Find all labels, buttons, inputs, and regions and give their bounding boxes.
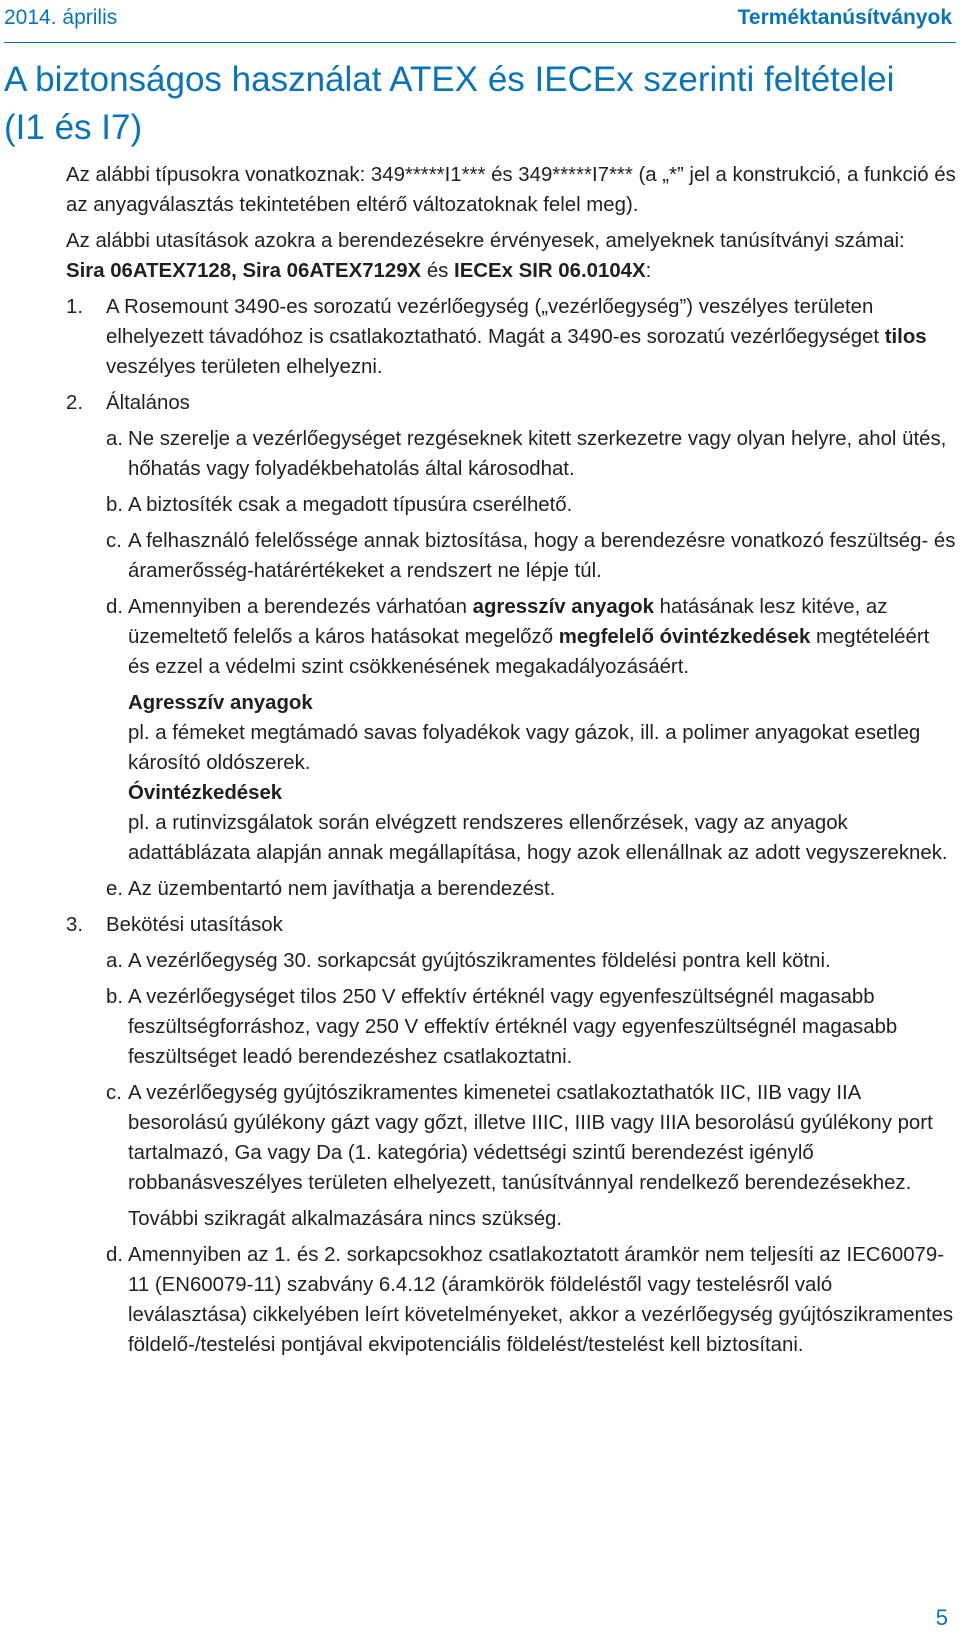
item-number: 1. [66,296,84,318]
item-number: 3. [66,914,84,936]
certificate-joiner: és [421,260,455,282]
list-item-2 [66,388,956,418]
sub-label: e. [106,878,124,900]
sub-bold: megfelelő óvintézkedések [558,626,811,648]
aggressive-substances-title: Agresszív anyagok [128,692,313,714]
sub-text: A vezérlőegység 30. sorkapcsát gyújtószikramentes földelési pontra kell kötni. [128,950,831,972]
header-section: Terméktanúsítványok [737,6,952,29]
sub-label: c. [106,1082,122,1104]
item3-title: Bekötési utasítások [106,914,283,936]
sub-label: c. [106,530,122,552]
sub-label: d. [106,596,124,618]
list-item-3 [66,910,956,940]
item-number: 2. [66,392,84,414]
certificate-atex: Sira 06ATEX7128, Sira 06ATEX7129X [66,260,422,282]
header-rule [4,42,956,43]
sub-label: a. [106,428,124,450]
item3-d [66,1240,956,1360]
page-number: 5 [935,1605,948,1630]
item2-d [66,592,956,682]
sub-text: megtételéért és ezzel a védelmi szint csökkenésének megakadályozásáért. [128,626,930,678]
intro-scope: Az alábbi utasítások azokra a berendezésekre érvényesek, amelyeknek tanúsítványi számai: [66,230,905,252]
header-date: 2014. április [4,6,118,29]
sub-text: Amennyiben a berendezés várhatóan [128,596,473,618]
sub-text: Az üzembentartó nem javíthatja a berendezést. [128,878,556,900]
sub-text: A felhasználó felelőssége annak biztosítása, hogy a berendezésre vonatkozó feszültség- és áramerősség-határértékeket a rendszert ne lépje túl. [128,530,956,582]
sub-label: b. [106,986,124,1008]
sub-text: Amennyiben az 1. és 2. sorkapcsokhoz csatlakoztatott áramkör nem teljesíti az IEC60079-11 (EN60079-11) szabvány 6.4.12 (áramkörök földeléstől vagy testelésről való leválasztása) cikkelyében leírt követelményeket, akkor a vezérlőegység gyújtószikramentes földelő-/testelési pontjával ekvipotenciális földelést/testelést kell biztosítani. [128,1244,954,1356]
sub-text: A biztosíték csak a megadott típusúra cserélhető. [128,494,573,516]
sub-label: a. [106,950,124,972]
document-body [66,160,956,1360]
item3-b [66,982,956,1072]
item1-text-b: veszélyes területen elhelyezni. [106,356,383,378]
item2-e [66,874,956,904]
intro-certificates [66,256,956,286]
precautions-title: Óvintézkedések [128,782,283,804]
sub-bold: agresszív anyagok [472,596,654,618]
item2-title: Általános [106,392,190,414]
certificate-colon: : [645,260,652,282]
list-item-1 [66,292,956,382]
intro-applicability: Az alábbi típusokra vonatkoznak: 349*****I1*** és 349*****I7*** (a „*” jel a konstrukció, a funkció és az anyagválasztás tekintetében eltérő változatoknak felel meg). [66,164,956,216]
sub-text: A vezérlőegység gyújtószikramentes kimenetei csatlakoztathatók IIC, IIB vagy IIA besorolású gyúlékony gázt vagy gőzt, illetve IIIC, IIIB vagy IIIA besorolású gyúlékony port tartalmazó, Ga vagy Da (1. kategória) védettségi szintű berendezést igénylő robbanásveszélyes területen elhelyezett, tanúsítvánnyal rendelkező berendezésekhez. [128,1082,933,1194]
sub-text: hatásának lesz kitéve, az üzemeltető felelős a káros hatásokat megelőző [128,596,888,648]
sub-label: b. [106,494,124,516]
item3-c-extra: További szikragát alkalmazására nincs szükség. [128,1208,563,1230]
certificate-iecex: IECEx SIR 06.0104X [454,260,646,282]
item2-c [66,526,956,586]
page-header [0,0,960,48]
precautions-text: pl. a rutinvizsgálatok során elvégzett rendszeres ellenőrzések, vagy az anyagok adattáblázata alapján annak megállapítása, hogy azok ellenállnak az adott vegyszereknek. [128,812,948,864]
aggressive-substances-text: pl. a fémeket megtámadó savas folyadékok vagy gázok, ill. a polimer anyagokat esetleg károsító oldószerek. [128,722,921,774]
sub-text: Ne szerelje a vezérlőegységet rezgéseknek kitett szerkezetre vagy olyan helyre, ahol ütés, hőhatás vagy folyadékbehatolás által károsodhat. [128,428,947,480]
item2-a [66,424,956,484]
item3-c [66,1078,956,1198]
sub-label: d. [106,1244,124,1266]
item1-text-a: A Rosemount 3490-es sorozatú vezérlőegység („vezérlőegység”) veszélyes területen elhelyezett távadóhoz is csatlakoztatható. Magát a 3490-es sorozatú vezérlőegységet [106,296,885,348]
page-title: A biztonságos használat ATEX és IECEx szerinti feltételei (I1 és I7) [4,60,895,147]
sub-text: A vezérlőegységet tilos 250 V effektív értéknél vagy egyenfeszültségnél magasabb feszültségforráshoz, vagy 250 V effektív értéknél vagy egyenfeszültségnél magasabb feszültséget leadó berendezéshez csatlakoztatni. [128,986,898,1068]
item2-b [66,490,956,520]
item3-a [66,946,956,976]
item1-bold: tilos [884,326,927,348]
